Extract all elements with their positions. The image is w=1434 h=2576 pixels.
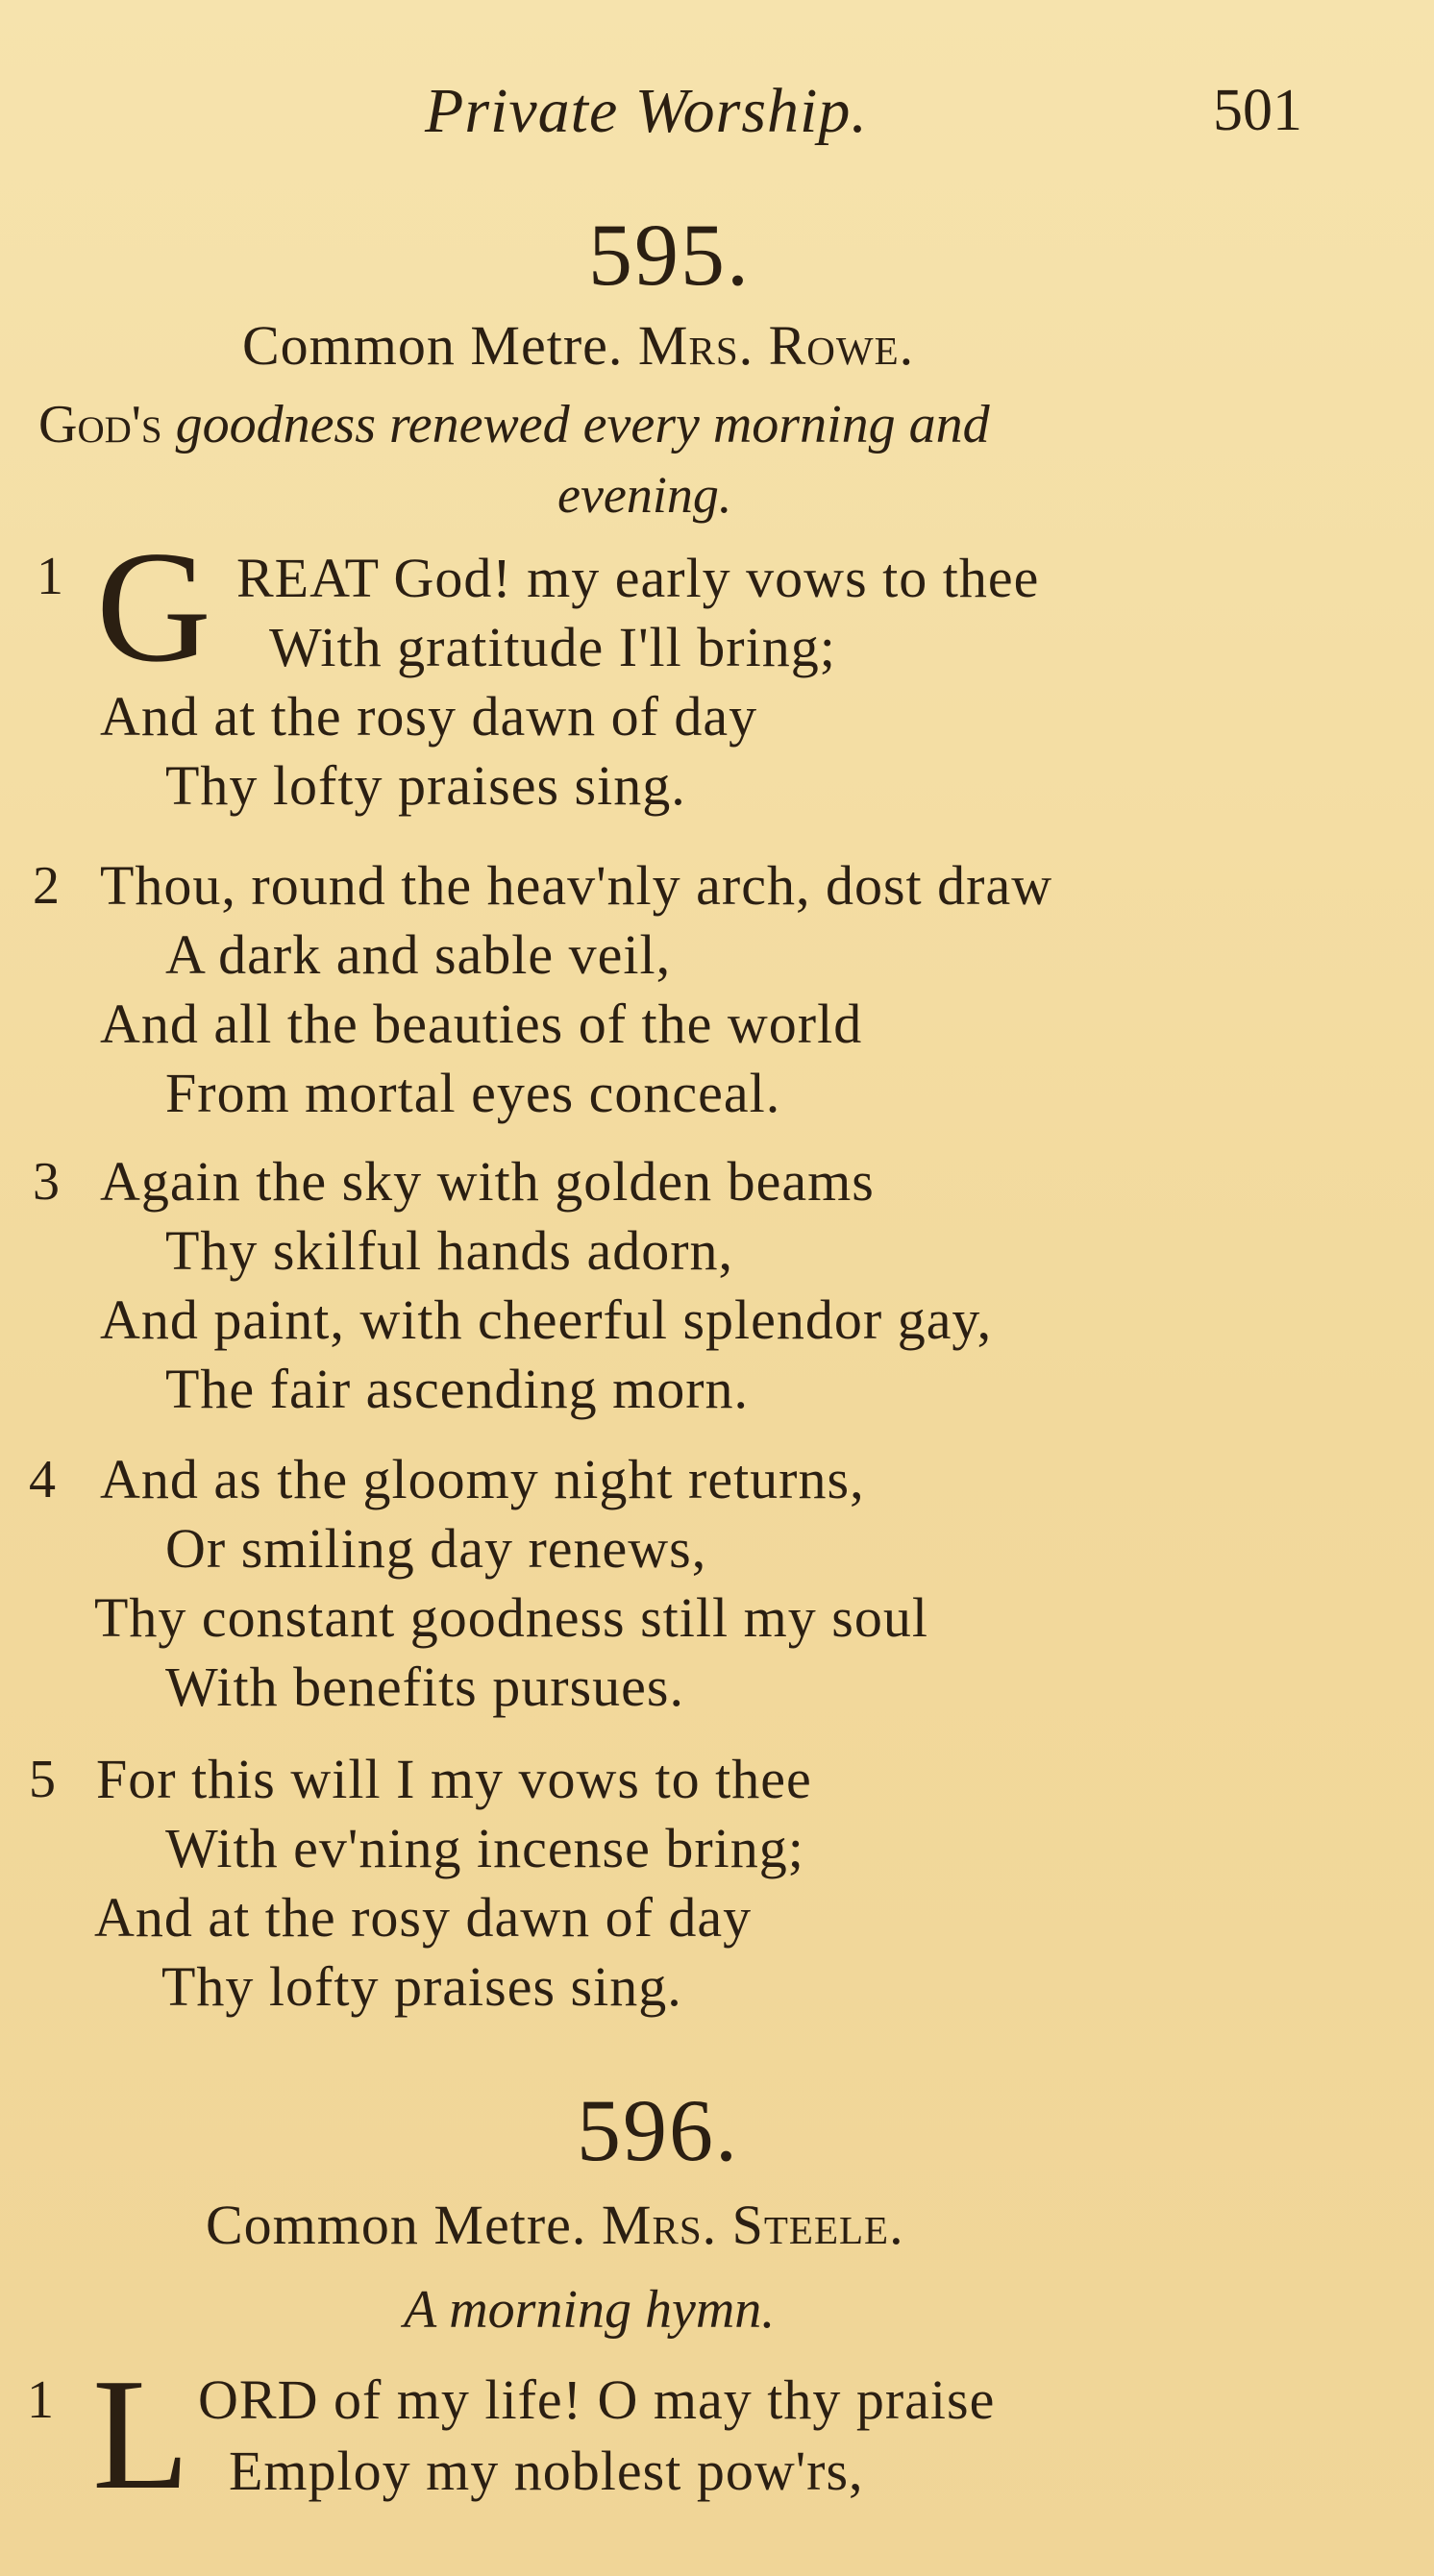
- verse-number: 1: [37, 547, 63, 606]
- verse-number: 1: [27, 2370, 54, 2430]
- verse-line: And at the rosy dawn of day: [94, 1886, 753, 1949]
- drop-cap: G: [96, 518, 211, 695]
- page-number: 501: [1213, 78, 1302, 143]
- verse-line: REAT God! my early vows to thee: [236, 547, 1040, 609]
- verse-number: 4: [29, 1450, 56, 1509]
- verse-line: ORD of my life! O may thy praise: [198, 2368, 996, 2431]
- drop-cap: L: [92, 2345, 190, 2522]
- verse-line: From mortal eyes conceal.: [165, 1062, 781, 1124]
- hymn-subject: [38, 394, 990, 455]
- hymn-number: 596.: [577, 2081, 739, 2179]
- author: Mrs. Steele.: [601, 2194, 904, 2256]
- verse-number: 2: [33, 856, 60, 916]
- verse-line: Thy skilful hands adorn,: [165, 1219, 734, 1282]
- verse-number: 3: [33, 1152, 60, 1212]
- meter: Common Metre.: [206, 2194, 587, 2256]
- verse-line: Or smiling day renews,: [165, 1517, 707, 1580]
- meter: Common Metre.: [242, 314, 624, 377]
- verse-line: And paint, with cheerful splendor gay,: [100, 1288, 993, 1351]
- verse-line: Thy lofty praises sing.: [161, 1955, 682, 2018]
- subject-continuation: evening.: [557, 466, 732, 524]
- verse-line: Thy lofty praises sing.: [165, 754, 686, 817]
- hymn-meter-line: [242, 313, 914, 378]
- verse-line: And at the rosy dawn of day: [100, 685, 758, 748]
- author: Mrs. Rowe.: [637, 314, 915, 377]
- verse-line: And all the beauties of the world: [100, 993, 863, 1055]
- verse-line: A dark and sable veil,: [165, 923, 672, 986]
- running-head: Private Worship.: [425, 76, 868, 146]
- verse-number: 5: [29, 1750, 56, 1809]
- verse-line: The fair ascending morn.: [165, 1358, 750, 1420]
- hymn-number: 595.: [588, 206, 751, 304]
- verse-line: Thou, round the heav'nly arch, dost draw: [100, 854, 1053, 917]
- verse-line: With gratitude I'll bring;: [269, 616, 836, 678]
- hymn-subject: A morning hymn.: [404, 2280, 776, 2340]
- verse-line: With ev'ning incense bring;: [165, 1817, 804, 1879]
- verse-line: Thy constant goodness still my soul: [94, 1586, 928, 1649]
- verse-line: With benefits pursues.: [165, 1656, 684, 1718]
- hymn-meter-line: [206, 2193, 904, 2257]
- verse-line: And as the gloomy night returns,: [100, 1448, 865, 1510]
- verse-line: For this will I my vows to thee: [96, 1748, 812, 1810]
- subject-first-word: God's: [38, 395, 162, 454]
- verse-line: Employ my noblest pow'rs,: [229, 2440, 864, 2502]
- verse-line: Again the sky with golden beams: [100, 1150, 875, 1213]
- subject-text: goodness renewed every morning and: [175, 395, 990, 454]
